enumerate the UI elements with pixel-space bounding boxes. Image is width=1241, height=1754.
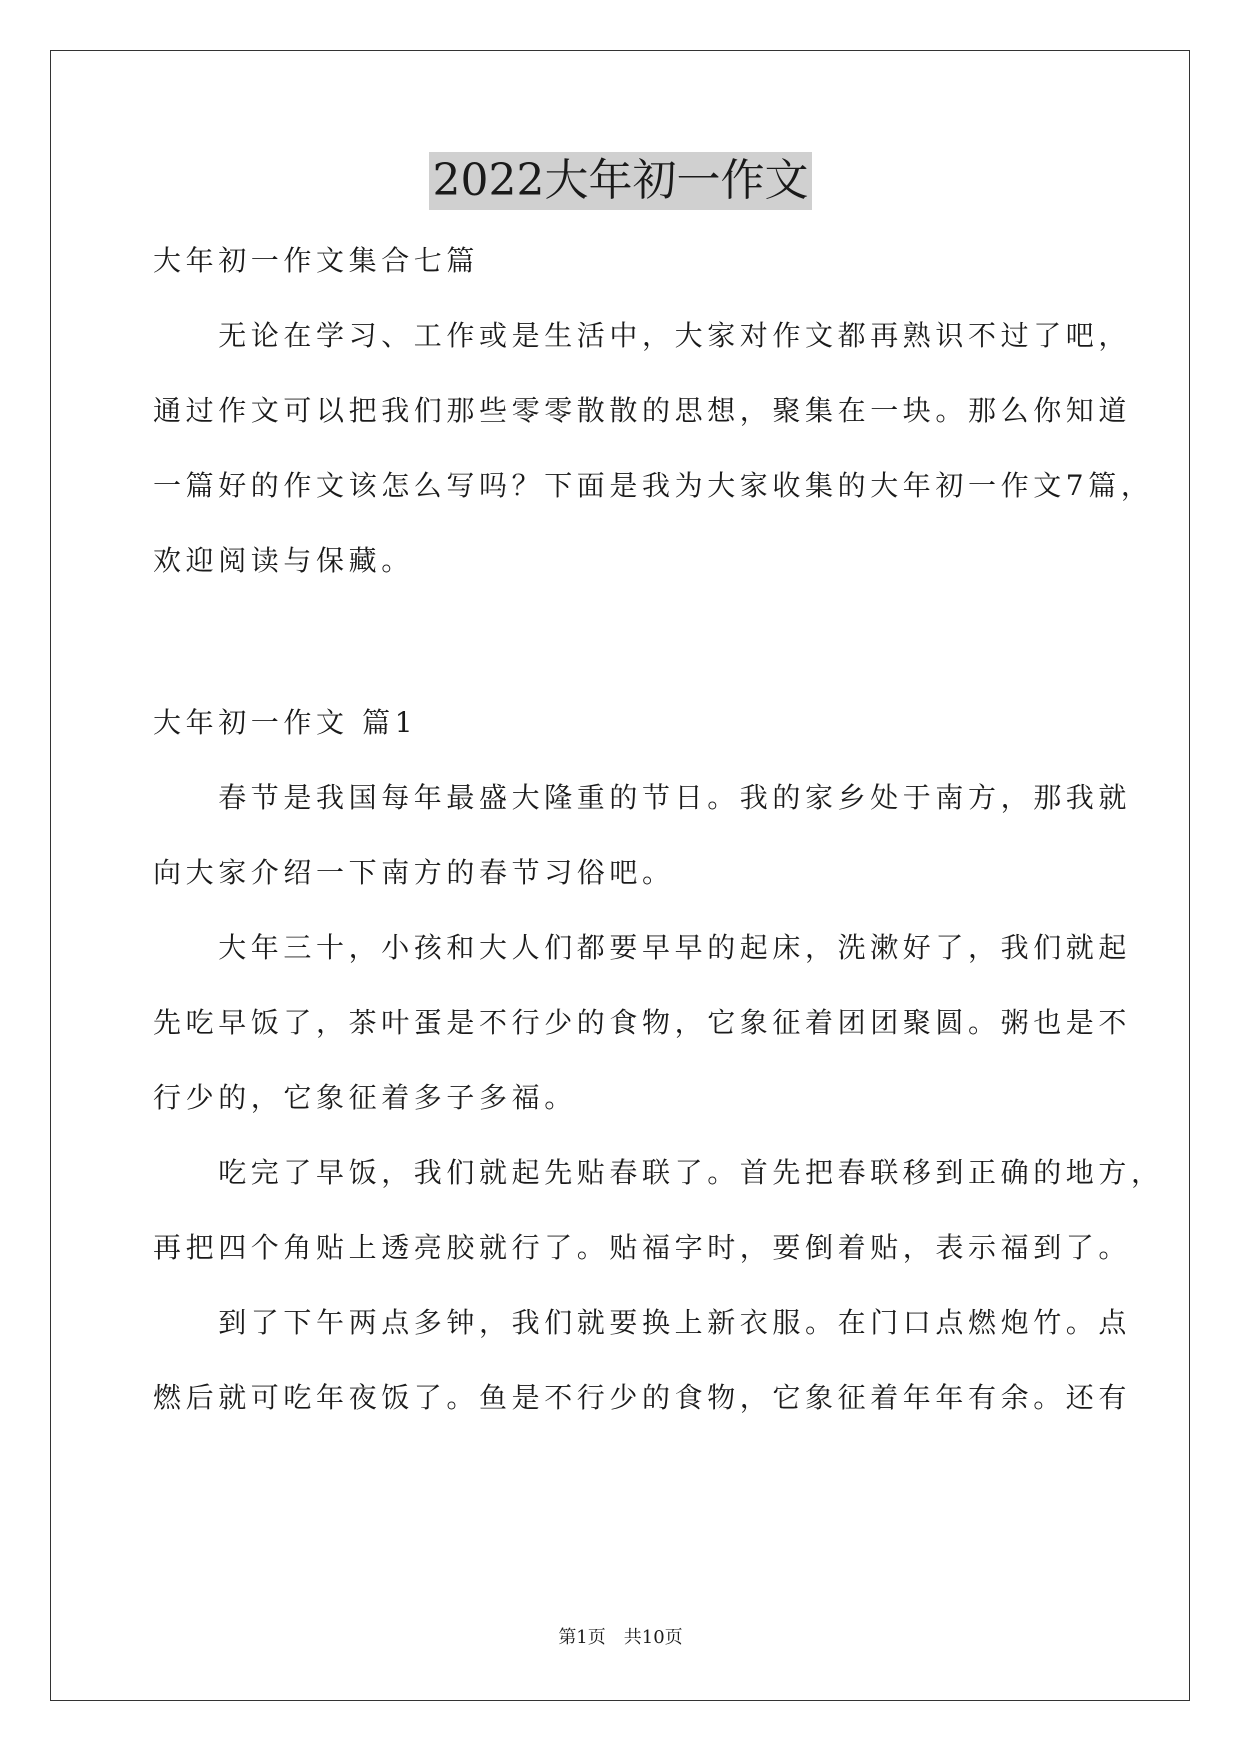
paragraph-line: 行少的，它象征着多子多福。: [153, 1081, 577, 1114]
paragraph-line: 先吃早饭了，茶叶蛋是不行少的食物，它象征着团团聚圆。粥也是不: [153, 1006, 1132, 1039]
paragraph-line: 春节是我国每年最盛大隆重的节日。我的家乡处于南方，那我就: [153, 781, 1132, 814]
paragraph-line: 燃后就可吃年夜饭了。鱼是不行少的食物，它象征着年年有余。还有: [153, 1381, 1132, 1414]
paragraph-line: 到了下午两点多钟，我们就要换上新衣服。在门口点燃炮竹。点: [153, 1306, 1132, 1339]
document-title: 2022大年初一作文: [429, 152, 813, 210]
subtitle-line: 大年初一作文集合七篇: [153, 244, 480, 277]
title-container: [0, 152, 1241, 210]
paragraph-line: 再把四个角贴上透亮胶就行了。贴福字时，要倒着贴，表示福到了。: [153, 1231, 1132, 1264]
paragraph-line: 无论在学习、工作或是生活中，大家对作文都再熟识不过了吧，: [153, 319, 1132, 352]
paragraph-line: 向大家介绍一下南方的春节习俗吧。: [153, 856, 675, 889]
page-footer: 第1页 共10页: [558, 1627, 683, 1648]
paragraph-line: 一篇好的作文该怎么写吗？下面是我为大家收集的大年初一作文7篇，: [153, 469, 1154, 502]
paragraph-line: 通过作文可以把我们那些零零散散的思想，聚集在一块。那么你知道: [153, 394, 1132, 427]
paragraph-line: 大年三十，小孩和大人们都要早早的起床，洗漱好了，我们就起: [153, 931, 1132, 964]
paragraph-line: 吃完了早饭，我们就起先贴春联了。首先把春联移到正确的地方，: [153, 1156, 1164, 1189]
section-heading: 大年初一作文 篇1: [153, 706, 418, 739]
paragraph-line: 欢迎阅读与保藏。: [153, 544, 414, 577]
